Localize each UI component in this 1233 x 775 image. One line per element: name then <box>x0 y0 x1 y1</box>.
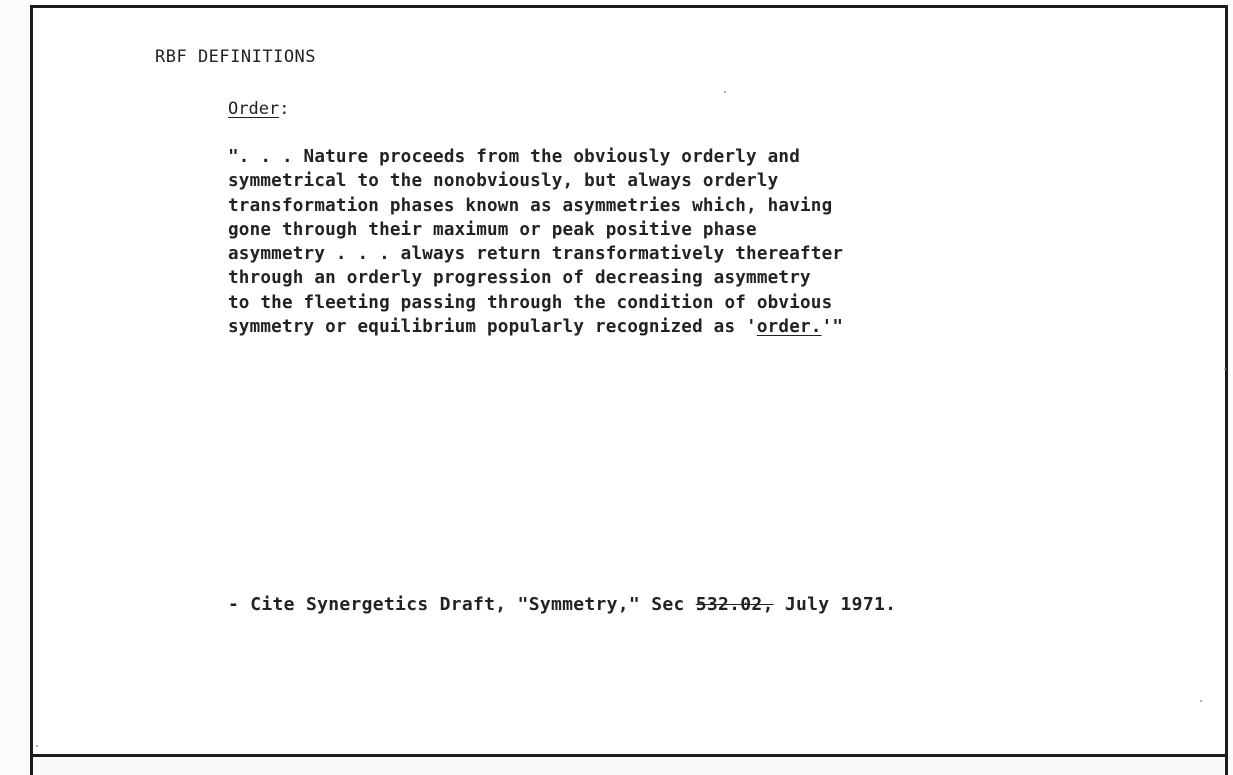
quote-line: gone through their maximum or peak positive phase <box>228 219 757 240</box>
paper-speck <box>36 745 38 747</box>
quote-line: asymmetry . . . always return transformatively thereafter <box>228 244 844 265</box>
quote-last-prefix: symmetry or equilibrium popularly recognized as ' <box>228 317 757 338</box>
quote-last-suffix: '" <box>821 317 844 338</box>
definition-quote <box>228 145 1048 339</box>
quote-underlined-word: order. <box>756 317 822 338</box>
term-label: Order <box>228 99 280 119</box>
quote-line: ". . . Nature proceeds from the obviously orderly and <box>228 147 800 167</box>
paper-speck <box>1200 700 1202 702</box>
citation-struck-section: 532.02, <box>695 594 774 615</box>
next-card-edge <box>30 757 1228 775</box>
term-heading <box>228 99 289 119</box>
paper-speck <box>1224 368 1226 370</box>
paper-speck <box>724 91 726 93</box>
citation <box>228 594 896 615</box>
quote-line: to the fleeting passing through the condition of obvious <box>228 292 833 313</box>
quote-last-line <box>228 315 1048 339</box>
quote-line: transformation phases known as asymmetries which, having <box>228 195 833 216</box>
quote-line: through an orderly progression of decreasing asymmetry <box>228 268 811 289</box>
card-header: RBF DEFINITIONS <box>155 47 317 67</box>
quote-line: symmetrical to the nonobviously, but always orderly <box>228 171 779 192</box>
definition-card <box>30 5 1228 757</box>
citation-prefix: - Cite Synergetics Draft, "Symmetry," Sec <box>228 594 696 615</box>
card-right-edge <box>1225 16 1228 760</box>
citation-suffix: July 1971. <box>773 594 897 615</box>
term-colon: : <box>279 99 290 119</box>
